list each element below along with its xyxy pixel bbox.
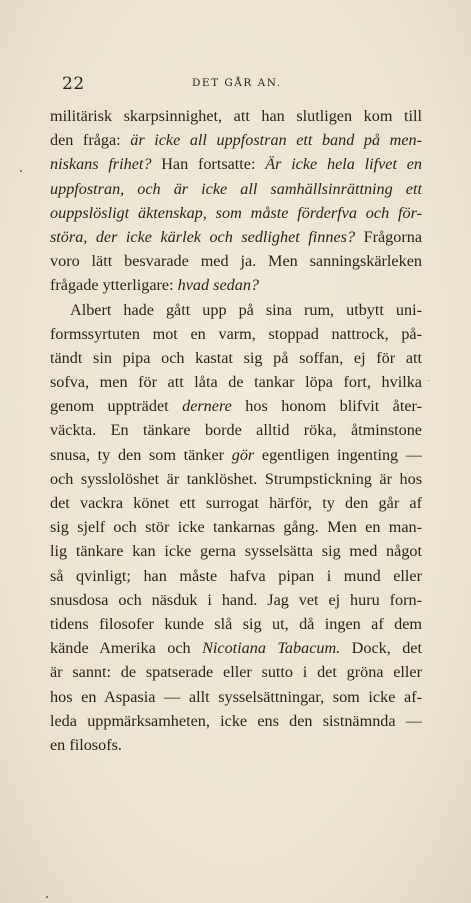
text-run: tidens filosofer kunde slå sig ut, då ingen af dem bbox=[50, 614, 422, 633]
text-run: Dock, det bbox=[340, 639, 422, 658]
text-line bbox=[50, 685, 422, 709]
text-line bbox=[50, 564, 422, 588]
text-run: Albert hade gått upp på sina rum, utbytt uni- bbox=[70, 300, 422, 319]
text-line bbox=[50, 612, 422, 636]
italic-text: Nicotiana Tabacum. bbox=[202, 639, 341, 658]
text-line bbox=[50, 467, 422, 491]
running-title: DET GÅR AN. bbox=[192, 77, 282, 89]
italic-text: störa, der icke kärlek och sedlighet finnes? bbox=[50, 227, 356, 246]
text-line bbox=[50, 709, 422, 733]
text-run: hos en Aspasia — allt sysselsättningar, som icke af- bbox=[50, 687, 422, 706]
text-line bbox=[50, 443, 422, 467]
text-run: snusa, ty den som tänker bbox=[50, 445, 232, 464]
text-run: sig sjelf och stör icke tankarnas gång. Men en man- bbox=[50, 518, 422, 537]
italic-text: uppfostran, och är icke all samhällsinrättning ett bbox=[50, 179, 422, 198]
text-run: är sannt: de spatserade eller sutto i det gröna eller bbox=[50, 663, 422, 682]
text-run: den fråga: bbox=[50, 131, 131, 150]
text-line bbox=[50, 346, 422, 370]
text-line bbox=[50, 394, 422, 418]
text-line bbox=[50, 733, 422, 757]
text-run: snusdosa och näsduk i hand. Jag vet ej huru forn- bbox=[50, 590, 422, 609]
text-line bbox=[50, 322, 422, 346]
paper-speck bbox=[20, 170, 22, 172]
text-run: frågade ytterligare: bbox=[50, 276, 178, 295]
text-run: kände Amerika och bbox=[50, 639, 203, 658]
paper-speck bbox=[46, 896, 48, 898]
text-line bbox=[50, 491, 422, 515]
text-line bbox=[50, 418, 422, 442]
text-run: så qvinligt; han måste hafva pipan i mund eller bbox=[50, 566, 422, 585]
text-line bbox=[50, 539, 422, 563]
text-run: det vackra könet ett surrogat härför, ty den går af bbox=[50, 494, 422, 512]
text-run: genom uppträdet bbox=[50, 397, 183, 416]
text-run: egentligen ingenting — bbox=[254, 445, 422, 464]
text-run: Han fortsatte: bbox=[151, 155, 266, 174]
text-line bbox=[50, 225, 422, 249]
text-run: Frågorna bbox=[355, 227, 422, 246]
text-run: formssyrtuten mot en varm, stoppad nattrock, på- bbox=[50, 324, 422, 343]
italic-text: niskans frihet? bbox=[50, 155, 152, 174]
text-run: leda uppmärksamheten, icke ens den sistnämnda — bbox=[50, 711, 422, 730]
text-line bbox=[50, 128, 422, 152]
paper-speck bbox=[428, 380, 429, 381]
text-line bbox=[50, 588, 422, 612]
text-line bbox=[50, 177, 422, 201]
italic-text: ouppslösligt äktenskap, som måste förderfva och för- bbox=[50, 203, 422, 222]
text-run: en filosofs. bbox=[50, 735, 122, 754]
text-line bbox=[50, 370, 422, 394]
text-line bbox=[50, 515, 422, 539]
text-run: väckta. En tänkare borde alltid röka, åtminstone bbox=[50, 421, 422, 440]
text-run: hos honom blifvit åter- bbox=[231, 397, 422, 416]
italic-text: dernere bbox=[182, 397, 232, 416]
text-run: och sysslolöshet är tanklöshet. Strumpstickning är hos bbox=[50, 469, 422, 488]
text-run: voro lätt besvarade med ja. Men sanningskärleken bbox=[50, 252, 422, 271]
text-run: lig tänkare kan icke gerna sysselsätta sig med något bbox=[50, 542, 422, 561]
page-number: 22 bbox=[62, 74, 85, 94]
italic-text: är icke all uppfostran ett band på men- bbox=[130, 131, 422, 150]
italic-text: Är icke hela lifvet en bbox=[265, 155, 422, 174]
italic-text: gör bbox=[231, 445, 255, 464]
text-line bbox=[50, 273, 422, 297]
text-run: tändt sin pipa och kastat sig på soffan, ej för att bbox=[50, 348, 422, 367]
text-line bbox=[50, 660, 422, 684]
text-line bbox=[50, 249, 422, 273]
text-run: militärisk skarpsinnighet, att han slutligen kom till bbox=[50, 107, 422, 125]
text-line bbox=[50, 104, 422, 128]
body-text bbox=[50, 104, 422, 757]
page-header bbox=[62, 74, 418, 94]
italic-text: hvad sedan? bbox=[177, 276, 260, 295]
text-line bbox=[50, 636, 422, 660]
text-line bbox=[50, 201, 422, 225]
text-line bbox=[50, 152, 422, 176]
text-run: sofva, men för att låta de tankar löpa fort, hvilka bbox=[50, 373, 422, 392]
text-line bbox=[50, 298, 422, 322]
